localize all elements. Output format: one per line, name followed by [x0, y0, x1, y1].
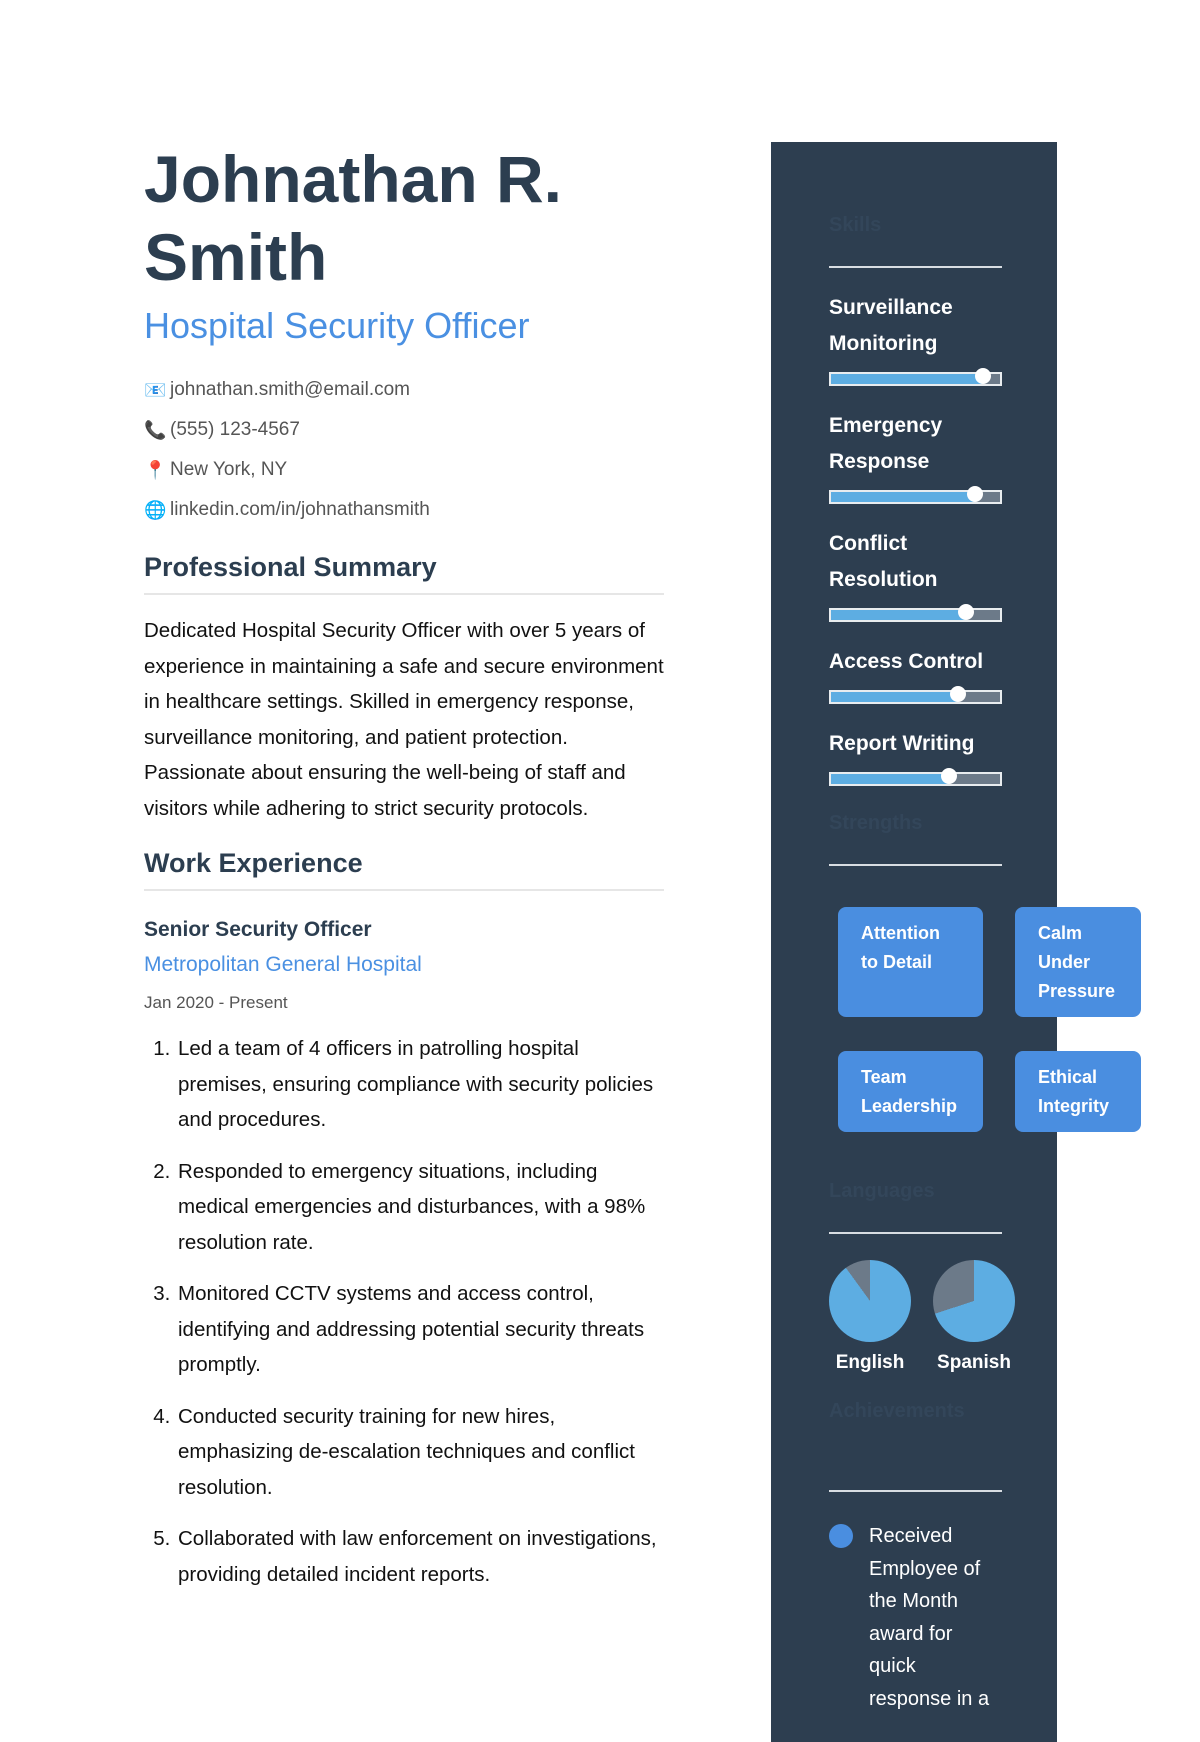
language-name: Spanish: [937, 1352, 1011, 1373]
strength-tag: Team Leadership: [838, 1051, 983, 1132]
strengths-heading: Strengths: [829, 810, 1002, 866]
strengths-section: [829, 810, 1002, 866]
strength-tag: Calm Under Pressure: [1015, 907, 1141, 1017]
languages-list: [829, 1260, 1011, 1374]
skill-item: [829, 526, 1002, 622]
duty-item: 2. Responded to emergency situations, including medical emergencies and disturbances, with a 98% resolution rate.: [176, 1154, 664, 1261]
skill-bar: [829, 772, 1002, 786]
skill-name: Access Control: [829, 650, 984, 673]
job-dates: Jan 2020 - Present: [144, 993, 288, 1012]
achievement-text: Received Employee of the Month award for quick response in a: [869, 1525, 990, 1710]
duty-item: 5. Collaborated with law enforcement on investigations, providing detailed incident reports.: [176, 1521, 664, 1592]
achievements-section: [829, 1398, 1002, 1715]
linkedin-text: linkedin.com/in/johnathansmith: [170, 499, 430, 520]
language-item: [933, 1260, 1015, 1374]
job-role: Senior Security Officer: [144, 918, 372, 941]
language-item: [829, 1260, 911, 1374]
experience-heading: Work Experience: [144, 848, 664, 891]
summary-heading: Professional Summary: [144, 552, 664, 595]
skill-item: [829, 290, 1002, 386]
achievement-item: [829, 1520, 1002, 1715]
skills-section: [829, 212, 1002, 786]
skill-bar: [829, 608, 1002, 622]
skills-heading: Skills: [829, 212, 1002, 268]
skill-item: [829, 726, 1002, 786]
skill-name: Emergency Response: [829, 414, 943, 473]
skill-knob: [941, 768, 957, 784]
summary-text: Dedicated Hospital Security Officer with over 5 years of experience in maintaining a safe and secure environment in healthcare settings. Skilled in emergency response, surveillance monitoring, and patient protection. Passionate about ensuring the well-being of staff and visitors while adhering to strict security protocols.: [144, 619, 664, 820]
skill-item: [829, 644, 1002, 704]
bullet-dot-icon: [829, 1524, 853, 1548]
languages-heading: Languages: [829, 1178, 1002, 1234]
language-pie-chart: [933, 1260, 1015, 1342]
contact-email[interactable]: [144, 370, 664, 410]
job-company: Metropolitan General Hospital: [144, 953, 422, 976]
skill-name: Surveillance Monitoring: [829, 296, 953, 355]
language-name: English: [835, 1352, 905, 1373]
phone-icon: 📞: [144, 420, 167, 440]
contact-linkedin[interactable]: [144, 490, 664, 530]
languages-section: [829, 1178, 1011, 1374]
pin-icon: 📍: [144, 460, 167, 480]
location-text: New York, NY: [170, 459, 288, 480]
globe-icon: 🌐: [144, 500, 167, 520]
job-title-header: Hospital Security Officer: [144, 305, 530, 346]
phone-text: (555) 123-4567: [170, 419, 300, 440]
candidate-name: Johnathan R. Smith: [144, 142, 563, 294]
sidebar: [771, 142, 1116, 1742]
language-pie-chart: [829, 1260, 911, 1342]
skill-bar: [829, 372, 1002, 386]
duty-item: 3. Monitored CCTV systems and access control, identifying and addressing potential security threats promptly.: [176, 1276, 664, 1383]
contact-phone[interactable]: [144, 410, 664, 450]
strength-tag: Attention to Detail: [838, 907, 983, 1017]
contact-list: [144, 370, 664, 530]
email-text: johnathan.smith@email.com: [170, 379, 411, 400]
skill-name: Report Writing: [829, 732, 975, 755]
achievements-heading: Achievements: [829, 1398, 1002, 1492]
skill-name: Conflict Resolution: [829, 532, 938, 591]
duty-item: 1. Led a team of 4 officers in patrolling hospital premises, ensuring compliance with security policies and procedures.: [176, 1031, 664, 1138]
skill-knob: [967, 486, 983, 502]
main-column: [144, 140, 664, 1608]
envelope-icon: 📧: [144, 380, 167, 400]
skill-bar: [829, 490, 1002, 504]
duty-item: 4. Conducted security training for new hires, emphasizing de-escalation techniques and conflict resolution.: [176, 1399, 664, 1506]
skill-knob: [958, 604, 974, 620]
skill-knob: [975, 368, 991, 384]
skill-knob: [950, 686, 966, 702]
skill-item: [829, 408, 1002, 504]
skill-bar: [829, 690, 1002, 704]
strength-tag: Ethical Integrity: [1015, 1051, 1141, 1132]
duties-list: [144, 1031, 664, 1592]
contact-location: [144, 450, 664, 490]
